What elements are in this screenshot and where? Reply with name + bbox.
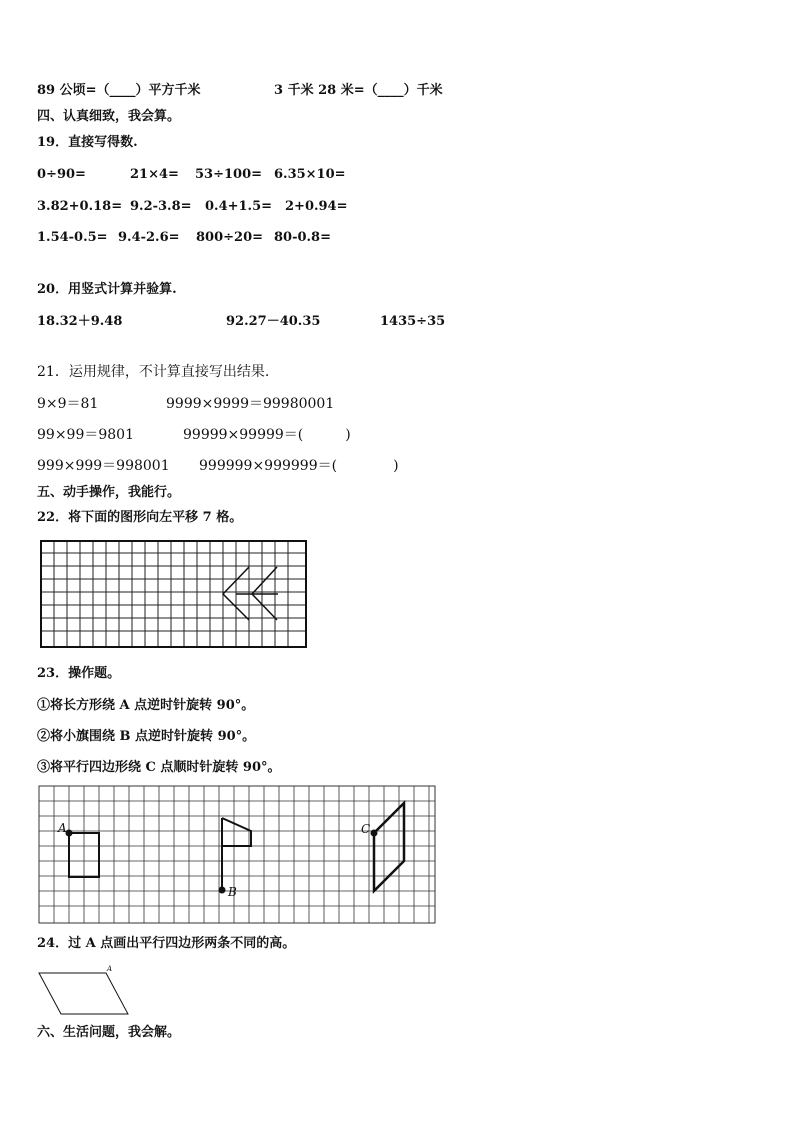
rectangle-shape — [66, 830, 100, 878]
conversion-kilometer: 3 千米 28 米=（____）千米 — [274, 83, 443, 98]
label-a: A — [107, 965, 113, 973]
section-4-title: 四、认真细致，我会算。 — [37, 109, 181, 124]
q21-title: 21．运用规律，不计算直接写出结果. — [37, 364, 270, 380]
q19-title: 19．直接写得数. — [37, 135, 138, 150]
q23-step-2: ②将小旗围绕 B 点逆时针旋转 90°。 — [37, 729, 256, 744]
flag-shape — [222, 818, 251, 890]
q23-grid — [38, 785, 436, 925]
q20-title: 20．用竖式计算并验算. — [37, 282, 177, 297]
q21-pattern: 999×999＝998001 — [37, 458, 170, 474]
q19-item: 1.54-0.5= — [37, 230, 108, 245]
q19-item: 80-0.8= — [274, 230, 331, 245]
q19-item: 9.2-3.8= — [130, 199, 192, 214]
q23-step-1: ①将长方形绕 A 点逆时针旋转 90°。 — [37, 698, 255, 713]
q20-item: 1435÷35 — [380, 314, 446, 329]
section-5-title: 五、动手操作，我能行。 — [37, 485, 181, 500]
q19-item: 2+0.94= — [285, 199, 348, 214]
q23-step-3: ③将平行四边形绕 C 点顺时针旋转 90°。 — [37, 760, 281, 775]
point-c — [371, 830, 378, 837]
q21-pattern: 99999×99999＝( ) — [183, 427, 351, 443]
q19-item: 3.82+0.18= — [37, 199, 123, 214]
q24-parallelogram-figure — [34, 962, 134, 1020]
q22-grid — [40, 540, 308, 648]
q19-item: 53÷100= — [195, 167, 263, 182]
label-a: A — [58, 821, 67, 835]
label-c: C — [361, 822, 371, 836]
q21-pattern: 99×99＝9801 — [37, 427, 134, 443]
point-b — [219, 887, 226, 894]
arrow-shape — [223, 567, 278, 620]
parallelogram-shape — [39, 973, 128, 1014]
q21-pattern: 999999×999999＝( ) — [199, 458, 399, 474]
q19-item: 21×4= — [130, 167, 179, 182]
q21-pattern: 9×9＝81 — [37, 396, 99, 412]
q19-item: 0÷90= — [37, 167, 86, 182]
q19-item: 0.4+1.5= — [205, 199, 273, 214]
q22-title: 22．将下面的图形向左平移 7 格。 — [37, 510, 243, 525]
q23-title: 23．操作题。 — [37, 666, 121, 681]
q19-item: 9.4-2.6= — [118, 230, 180, 245]
section-6-title: 六、生活问题，我会解。 — [37, 1025, 181, 1040]
q21-pattern: 9999×9999＝99980001 — [166, 396, 335, 412]
label-b: B — [228, 885, 237, 899]
q19-item: 6.35×10= — [274, 167, 346, 182]
conversion-hectare: 89 公顷=（____）平方千米 — [37, 83, 201, 98]
q24-title: 24．过 A 点画出平行四边形两条不同的高。 — [37, 936, 296, 951]
q20-item: 92.27－40.35 — [226, 314, 321, 329]
q19-item: 800÷20= — [196, 230, 264, 245]
q20-item: 18.32＋9.48 — [37, 314, 123, 329]
